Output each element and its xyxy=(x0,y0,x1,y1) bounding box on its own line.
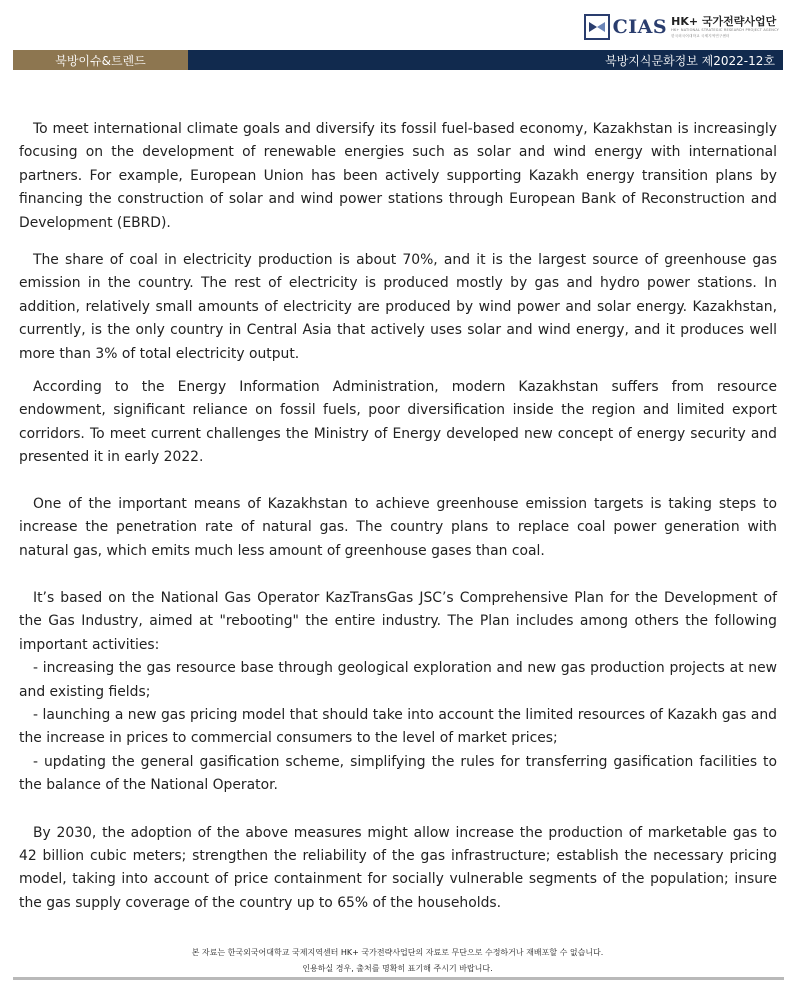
logo-subtitle: HK+ NATIONAL STRATEGIC RESEARCH PROJECT AGENCY xyxy=(671,28,779,32)
paragraph-1: To meet international climate goals and diversify its fossil fuel-based economy, Kazakhstan is increasingly focusing on the development of renewable energies such as solar and wind energy with international partners. For example, European Union has been actively supporting Kazakh energy transition plans by financing the construction of solar and wind power stations through European Bank of Reconstruction and Development (EBRD). xyxy=(19,121,777,231)
list-item: - increasing the gas resource base through geological exploration and new gas production projects at new and existing fields; xyxy=(19,660,777,700)
publication-label: 북방지식문화정보 제2022-12호 xyxy=(188,50,783,70)
footer-divider xyxy=(13,977,784,980)
footer-line-1: 본 자료는 한국외국어대학교 국제지역센터 HK+ 국가전략사업단의 자료로 무단으로 수정하거나 재배포할 수 없습니다. xyxy=(191,948,604,957)
footer-notice xyxy=(0,945,795,977)
cias-logo xyxy=(584,12,779,42)
list-item: - updating the general gasification scheme, simplifying the rules for transferring gasification facilities to the balance of the National Operator. xyxy=(19,753,777,794)
cias-logo-icon xyxy=(584,14,610,40)
paragraph-3: According to the Energy Information Administration, modern Kazakhstan suffers from resource endowment, significant reliance on fossil fuels, poor diversification inside the region and limited export corridors. To meet current challenges the Ministry of Energy developed new concept of energy security and presented it in early 2022. xyxy=(19,379,777,466)
paragraph-6: By 2030, the adoption of the above measures might allow increase the production of marketable gas to 42 billion cubic meters; strengthen the reliability of the gas infrastructure; establish the necessary pricing model, taking into account of price containment for socially vulnerable segments of the population; insure the gas supply coverage of the country up to 65% of the households. xyxy=(19,824,777,911)
paragraph-4: One of the important means of Kazakhstan to achieve greenhouse emission targets is taking steps to increase the penetration rate of natural gas. The country plans to replace coal power generation with natural gas, which emits much less amount of greenhouse gases than coal. xyxy=(19,495,777,559)
logo-subtitle-kr: 한국외국어대학교 국제지역연구센터 xyxy=(671,33,730,38)
paragraph-2: The share of coal in electricity production is about 70%, and it is the largest source of greenhouse gas emission in the country. The rest of electricity is produced mostly by gas and hydro power stations. In addition, relatively small amounts of electricity are produced by wind power and solar energy. Kazakhstan, currently, is the only country in Central Asia that actively uses solar and wind energy, and it produces well more than 3% of total electricity output. xyxy=(19,252,777,362)
list-item: - launching a new gas pricing model that should take into account the limited resources of Kazakh gas and the increase in prices to commercial consumers to the level of market prices; xyxy=(19,706,777,747)
section-label: 북방이슈&트렌드 xyxy=(13,50,188,70)
paragraph-5: It’s based on the National Gas Operator KazTransGas JSC’s Comprehensive Plan for the Development of the Gas Industry, aimed at "rebooting" the entire industry. The Plan includes among others the following important activities: xyxy=(19,589,777,653)
article-body xyxy=(19,118,777,915)
header-bar xyxy=(13,50,783,70)
logo-abbreviation: CIAS xyxy=(612,16,668,38)
footer-line-2: 인용하실 경우, 출처를 명확히 표기해 주시기 바랍니다. xyxy=(302,964,493,973)
logo-title: HK+ 국가전략사업단 xyxy=(671,15,777,28)
